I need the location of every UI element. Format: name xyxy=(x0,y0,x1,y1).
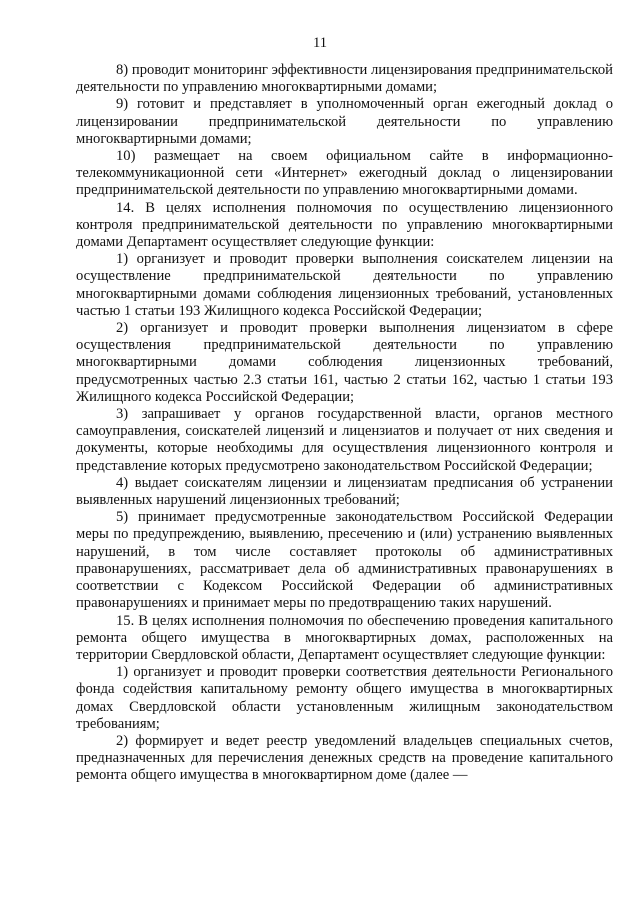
document-body xyxy=(76,62,613,785)
section-14-item-1: 1) организует и проводит проверки выполнения соискателем лицензии на осуществление предпринимательской деятельности по управлению многоквартирными домами соблюдения лицензионных требований, установленных частью 1 статьи 193 Жилищного кодекса Российской Федерации; xyxy=(76,251,613,319)
paragraph-item-8: 8) проводит мониторинг эффективности лицензирования предпринимательской деятельности по управлению многоквартирными домами; xyxy=(76,62,613,96)
section-15-item-1: 1) организует и проводит проверки соответствия деятельности Регионального фонда содействия капитальному ремонту общего имущества в многоквартирных домах Свердловской области установленным жилищным законодательством требованиям; xyxy=(76,664,613,732)
section-14-item-5: 5) принимает предусмотренные законодательством Российской Федерации меры по предупреждению, выявлению, пресечению и (или) устранению выявленных нарушений, в том числе составляет протоколы об административных правонарушениях, рассматривает дела об административных правонарушениях в соответствии с Кодексом Российской Федерации об административных правонарушениях и принимает меры по предотвращению таких нарушений. xyxy=(76,509,613,612)
paragraph-item-9: 9) готовит и представляет в уполномоченный орган ежегодный доклад о лицензировании предпринимательской деятельности по управлению многоквартирными домами; xyxy=(76,96,613,147)
page-number: 11 xyxy=(312,35,328,51)
section-15-item-2: 2) формирует и ведет реестр уведомлений владельцев специальных счетов, предназначенных для перечисления денежных средств на проведение капитального ремонта общего имущества в многоквартирном доме (далее — xyxy=(76,732,613,784)
section-14-item-2: 2) организует и проводит проверки выполнения лицензиатом в сфере осуществления предпринимательской деятельности по управлению многоквартирными домами соблюдения лицензионных требований, предусмотренных частью 2.3 статьи 161, частью 2 статьи 162, частью 1 статьи 193 Жилищного кодекса Российской Федерации; xyxy=(76,320,613,405)
section-15-intro: 15. В целях исполнения полномочия по обеспечению проведения капитального ремонта общего имущества в многоквартирных домах, расположенных на территории Свердловской области, Департамент осуществляет следующие функции: xyxy=(76,612,613,663)
section-14-intro: 14. В целях исполнения полномочия по осуществлению лицензионного контроля предпринимательской деятельности по управлению многоквартирными домами Департамент осуществляет следующие функции: xyxy=(76,199,613,251)
section-14-item-4: 4) выдает соискателям лицензии и лицензиатам предписания об устранении выявленных нарушений лицензионных требований; xyxy=(76,474,613,509)
paragraph-item-10: 10) размещает на своем официальном сайте в информационно-телекоммуникационной сети «Интернет» ежегодный доклад о лицензировании предпринимательской деятельности по управлению многоквартирными домами. xyxy=(76,148,613,199)
section-14-item-3: 3) запрашивает у органов государственной власти, органов местного самоуправления, соискателей лицензий и лицензиатов и получает от них сведения и документы, которые необходимы для осуществления лицензионного контроля и представление которых предусмотрено законодательством Российской Федерации; xyxy=(76,406,613,474)
